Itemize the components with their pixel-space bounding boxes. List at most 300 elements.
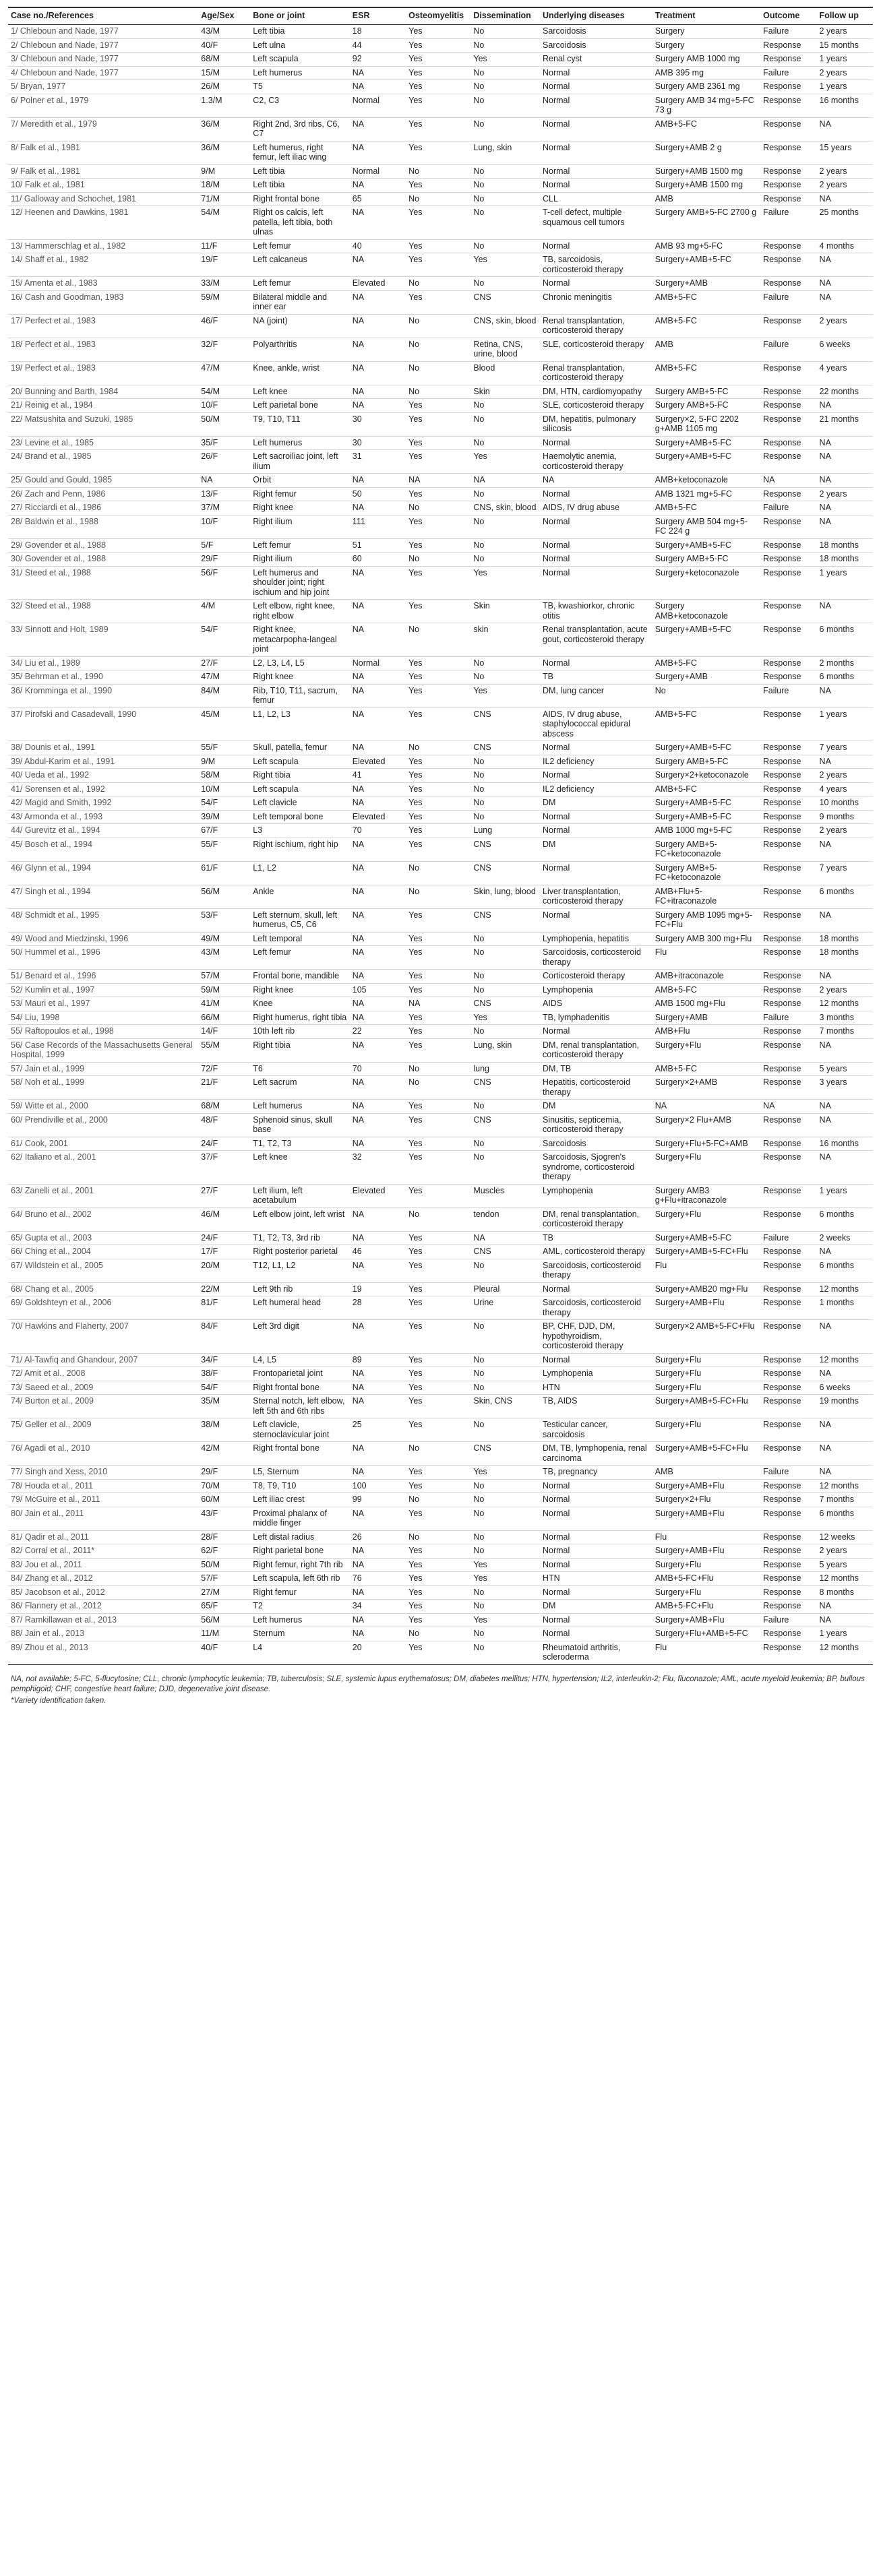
cell-treatment: Surgery+AMB+5-FC: [652, 1231, 760, 1245]
table-row: [8, 810, 873, 824]
cell-underlying-diseases: Chronic meningitis: [540, 290, 652, 314]
cell-bone-joint: Right knee: [250, 983, 350, 997]
cell-dissemination: CNS, skin, blood: [470, 314, 540, 338]
cell-esr: 30: [350, 412, 406, 436]
cell-osteomyelitis: Yes: [406, 290, 470, 314]
cell-case-ref: 73/ Saeed et al., 2009: [8, 1381, 198, 1395]
cell-case-ref: 53/ Mauri et al., 1997: [8, 997, 198, 1011]
cell-age-sex: 36/M: [198, 117, 250, 141]
cell-esr: 111: [350, 515, 406, 538]
cell-follow-up: 12 months: [817, 1641, 873, 1664]
table-row: [8, 1479, 873, 1493]
cell-age-sex: 54/M: [198, 206, 250, 240]
cell-osteomyelitis: Yes: [406, 239, 470, 253]
cell-follow-up: 7 months: [817, 1493, 873, 1507]
table-row: [8, 164, 873, 179]
cell-case-ref: 22/ Matsushita and Suzuki, 1985: [8, 412, 198, 436]
cell-case-ref: 48/ Schmidt et al., 1995: [8, 908, 198, 932]
cell-follow-up: 18 months: [817, 538, 873, 553]
cell-outcome: Failure: [760, 1011, 816, 1025]
cell-esr: NA: [350, 1076, 406, 1100]
cell-bone-joint: L5, Sternum: [250, 1466, 350, 1480]
cell-osteomyelitis: Yes: [406, 38, 470, 53]
table-row: [8, 1245, 873, 1259]
cell-outcome: Response: [760, 983, 816, 997]
cell-bone-joint: Left humerus and shoulder joint; right ischium and hip joint: [250, 566, 350, 600]
cell-dissemination: Skin: [470, 600, 540, 623]
cell-bone-joint: T2: [250, 1600, 350, 1614]
table-row: [8, 1296, 873, 1320]
cell-osteomyelitis: Yes: [406, 670, 470, 685]
cell-bone-joint: Left femur: [250, 277, 350, 291]
cell-age-sex: 48/F: [198, 1113, 250, 1137]
cell-follow-up: 4 months: [817, 239, 873, 253]
cell-outcome: Failure: [760, 66, 816, 80]
cell-dissemination: No: [470, 1151, 540, 1185]
cell-treatment: Surgery AMB+5-FC 2700 g: [652, 206, 760, 240]
cell-bone-joint: Left scapula, left 6th rib: [250, 1572, 350, 1586]
cell-esr: NA: [350, 946, 406, 970]
cell-bone-joint: Right frontal bone: [250, 1442, 350, 1466]
cell-esr: 19: [350, 1282, 406, 1296]
cell-age-sex: 5/F: [198, 538, 250, 553]
cell-esr: NA: [350, 1466, 406, 1480]
cell-dissemination: Blood: [470, 361, 540, 385]
cell-underlying-diseases: Normal: [540, 741, 652, 755]
cell-underlying-diseases: Normal: [540, 1530, 652, 1544]
header-row: [8, 7, 873, 25]
cell-age-sex: 50/M: [198, 412, 250, 436]
cell-age-sex: 47/M: [198, 361, 250, 385]
cell-dissemination: No: [470, 192, 540, 206]
cell-esr: 50: [350, 487, 406, 501]
cell-age-sex: 35/M: [198, 1395, 250, 1418]
cell-dissemination: NA: [470, 1231, 540, 1245]
cell-esr: NA: [350, 474, 406, 488]
cell-outcome: Response: [760, 538, 816, 553]
cell-outcome: Response: [760, 796, 816, 811]
cell-age-sex: 56/M: [198, 885, 250, 908]
cell-bone-joint: Left tibia: [250, 164, 350, 179]
cell-case-ref: 5/ Bryan, 1977: [8, 80, 198, 94]
cell-outcome: Response: [760, 38, 816, 53]
cell-underlying-diseases: DM, TB, lymphopenia, renal carcinoma: [540, 1442, 652, 1466]
cell-age-sex: 27/F: [198, 1184, 250, 1207]
cell-case-ref: 37/ Pirofski and Casadevall, 1990: [8, 708, 198, 741]
cell-follow-up: 6 months: [817, 1507, 873, 1530]
cell-follow-up: NA: [817, 515, 873, 538]
cell-underlying-diseases: Normal: [540, 1585, 652, 1600]
cell-osteomyelitis: Yes: [406, 1558, 470, 1572]
cell-osteomyelitis: Yes: [406, 436, 470, 450]
cell-case-ref: 41/ Sorensen et al., 1992: [8, 782, 198, 796]
cell-follow-up: 8 months: [817, 1585, 873, 1600]
cell-bone-joint: Left sacrum: [250, 1076, 350, 1100]
cell-dissemination: No: [470, 164, 540, 179]
cell-dissemination: lung: [470, 1062, 540, 1076]
cell-esr: NA: [350, 932, 406, 946]
cell-outcome: Failure: [760, 1613, 816, 1627]
cell-underlying-diseases: Normal: [540, 1558, 652, 1572]
cell-case-ref: 56/ Case Records of the Massachusetts General Hospital, 1999: [8, 1038, 198, 1062]
cell-treatment: Surgery+AMB 1500 mg: [652, 164, 760, 179]
cell-follow-up: 22 months: [817, 385, 873, 399]
cell-follow-up: 18 months: [817, 946, 873, 970]
cell-esr: 22: [350, 1025, 406, 1039]
cell-esr: NA: [350, 1395, 406, 1418]
column-header-follow-up: Follow up: [817, 7, 873, 25]
cell-underlying-diseases: DM: [540, 1100, 652, 1114]
cell-follow-up: NA: [817, 1613, 873, 1627]
cell-case-ref: 62/ Italiano et al., 2001: [8, 1151, 198, 1185]
column-header-underlying-diseases: Underlying diseases: [540, 7, 652, 25]
table-row: [8, 1558, 873, 1572]
cell-case-ref: 6/ Polner et al., 1979: [8, 94, 198, 117]
cell-osteomyelitis: No: [406, 1207, 470, 1231]
cell-follow-up: 2 years: [817, 487, 873, 501]
cell-treatment: Surgery AMB 1000 mg: [652, 53, 760, 67]
cell-dissemination: No: [470, 66, 540, 80]
cell-osteomyelitis: No: [406, 361, 470, 385]
cell-underlying-diseases: Normal: [540, 487, 652, 501]
cell-age-sex: 20/M: [198, 1259, 250, 1282]
cell-follow-up: 7 years: [817, 741, 873, 755]
cell-case-ref: 10/ Falk et al., 1981: [8, 179, 198, 193]
cell-underlying-diseases: Normal: [540, 66, 652, 80]
cell-underlying-diseases: HTN: [540, 1572, 652, 1586]
cell-underlying-diseases: AML, corticosteroid therapy: [540, 1245, 652, 1259]
cell-follow-up: 3 months: [817, 1011, 873, 1025]
cell-osteomyelitis: Yes: [406, 782, 470, 796]
cell-bone-joint: Left knee: [250, 1151, 350, 1185]
cell-treatment: AMB+5-FC: [652, 501, 760, 515]
cell-esr: 92: [350, 53, 406, 67]
cell-treatment: Surgery AMB+5-FC: [652, 385, 760, 399]
cell-case-ref: 21/ Reinig et al., 1984: [8, 399, 198, 413]
cell-esr: Normal: [350, 94, 406, 117]
cell-dissemination: Urine: [470, 1296, 540, 1320]
cell-esr: NA: [350, 997, 406, 1011]
table-row: [8, 538, 873, 553]
cell-osteomyelitis: Yes: [406, 1320, 470, 1354]
cell-case-ref: 23/ Levine et al., 1985: [8, 436, 198, 450]
table-row: [8, 741, 873, 755]
cell-bone-joint: Polyarthritis: [250, 338, 350, 361]
cell-case-ref: 50/ Hummel et al., 1996: [8, 946, 198, 970]
cell-osteomyelitis: No: [406, 1627, 470, 1641]
cell-treatment: Surgery AMB+5-FC: [652, 553, 760, 567]
table-row: [8, 314, 873, 338]
cell-follow-up: 12 months: [817, 997, 873, 1011]
cell-osteomyelitis: Yes: [406, 1418, 470, 1442]
cell-case-ref: 58/ Noh et al., 1999: [8, 1076, 198, 1100]
cell-bone-joint: Right posterior parietal: [250, 1245, 350, 1259]
cell-follow-up: 2 years: [817, 66, 873, 80]
cell-osteomyelitis: No: [406, 861, 470, 885]
cell-esr: NA: [350, 179, 406, 193]
column-header-age-sex: Age/Sex: [198, 7, 250, 25]
cell-follow-up: 15 years: [817, 141, 873, 164]
cell-age-sex: 43/M: [198, 946, 250, 970]
cell-bone-joint: Frontal bone, mandible: [250, 970, 350, 984]
cell-age-sex: 84/M: [198, 684, 250, 708]
cell-treatment: AMB+5-FC: [652, 983, 760, 997]
cell-osteomyelitis: Yes: [406, 1479, 470, 1493]
cell-outcome: Response: [760, 1530, 816, 1544]
cell-dissemination: No: [470, 1418, 540, 1442]
cell-age-sex: 35/F: [198, 436, 250, 450]
cell-treatment: Surgery×2 Flu+AMB: [652, 1113, 760, 1137]
cell-bone-joint: L3: [250, 824, 350, 838]
table-row: [8, 1600, 873, 1614]
table-row: [8, 1259, 873, 1282]
cell-case-ref: 38/ Dounis et al., 1991: [8, 741, 198, 755]
cell-esr: NA: [350, 1038, 406, 1062]
cell-dissemination: No: [470, 769, 540, 783]
cell-age-sex: 17/F: [198, 1245, 250, 1259]
cell-esr: NA: [350, 1320, 406, 1354]
cell-osteomyelitis: Yes: [406, 796, 470, 811]
cell-dissemination: Skin, lung, blood: [470, 885, 540, 908]
cell-bone-joint: T8, T9, T10: [250, 1479, 350, 1493]
cell-follow-up: 2 years: [817, 769, 873, 783]
cell-esr: NA: [350, 80, 406, 94]
cell-outcome: Response: [760, 1076, 816, 1100]
cell-bone-joint: Right knee: [250, 501, 350, 515]
cell-treatment: Surgery+ketoconazole: [652, 566, 760, 600]
cell-esr: NA: [350, 908, 406, 932]
cell-age-sex: 61/F: [198, 861, 250, 885]
cell-underlying-diseases: Normal: [540, 436, 652, 450]
cell-treatment: Surgery AMB+5-FC: [652, 399, 760, 413]
cell-bone-joint: Left ulna: [250, 38, 350, 53]
cell-case-ref: 4/ Chleboun and Nade, 1977: [8, 66, 198, 80]
cell-bone-joint: T12, L1, L2: [250, 1259, 350, 1282]
cell-treatment: Surgery+AMB+Flu: [652, 1479, 760, 1493]
table-row: [8, 684, 873, 708]
cell-age-sex: 10/F: [198, 515, 250, 538]
cell-dissemination: Yes: [470, 566, 540, 600]
cell-bone-joint: Left humeral head: [250, 1296, 350, 1320]
cell-case-ref: 84/ Zhang et al., 2012: [8, 1572, 198, 1586]
cell-treatment: Surgery+Flu: [652, 1353, 760, 1367]
cell-treatment: Surgery+AMB 2 g: [652, 141, 760, 164]
cell-underlying-diseases: IL2 deficiency: [540, 755, 652, 769]
cell-bone-joint: T5: [250, 80, 350, 94]
cell-age-sex: 36/M: [198, 141, 250, 164]
cell-underlying-diseases: T-cell defect, multiple squamous cell tumors: [540, 206, 652, 240]
cell-dissemination: Yes: [470, 1613, 540, 1627]
cell-bone-joint: Right ilium: [250, 553, 350, 567]
cell-dissemination: No: [470, 553, 540, 567]
cell-dissemination: No: [470, 796, 540, 811]
cell-dissemination: No: [470, 1381, 540, 1395]
table-row: [8, 1493, 873, 1507]
cell-treatment: AMB+itraconazole: [652, 970, 760, 984]
cell-underlying-diseases: IL2 deficiency: [540, 782, 652, 796]
cell-age-sex: 49/M: [198, 932, 250, 946]
cell-bone-joint: Sphenoid sinus, skull base: [250, 1113, 350, 1137]
cell-follow-up: 21 months: [817, 412, 873, 436]
cell-treatment: AMB+5-FC: [652, 1062, 760, 1076]
cell-bone-joint: Right tibia: [250, 769, 350, 783]
cell-treatment: AMB: [652, 338, 760, 361]
cell-outcome: Response: [760, 623, 816, 657]
cell-esr: NA: [350, 253, 406, 277]
table-row: [8, 80, 873, 94]
cell-case-ref: 35/ Behrman et al., 1990: [8, 670, 198, 685]
cell-treatment: AMB+5-FC: [652, 314, 760, 338]
cell-esr: NA: [350, 385, 406, 399]
cell-osteomyelitis: Yes: [406, 946, 470, 970]
cell-esr: Elevated: [350, 277, 406, 291]
cell-treatment: AMB+5-FC+Flu: [652, 1572, 760, 1586]
cell-osteomyelitis: Yes: [406, 708, 470, 741]
table-row: [8, 1418, 873, 1442]
cell-follow-up: 25 months: [817, 206, 873, 240]
cell-treatment: Surgery×2 AMB+5-FC+Flu: [652, 1320, 760, 1354]
table-row: [8, 1062, 873, 1076]
cell-esr: NA: [350, 600, 406, 623]
cell-age-sex: 15/M: [198, 66, 250, 80]
case-table: [8, 7, 873, 1665]
cell-underlying-diseases: Testicular cancer, sarcoidosis: [540, 1418, 652, 1442]
cell-esr: NA: [350, 141, 406, 164]
table-row: [8, 656, 873, 670]
table-row: [8, 515, 873, 538]
cell-outcome: Response: [760, 970, 816, 984]
cell-underlying-diseases: Normal: [540, 810, 652, 824]
cell-age-sex: 28/F: [198, 1530, 250, 1544]
cell-osteomyelitis: Yes: [406, 399, 470, 413]
cell-dissemination: No: [470, 1367, 540, 1381]
table-row: [8, 1207, 873, 1231]
table-row: [8, 53, 873, 67]
cell-case-ref: 15/ Amenta et al., 1983: [8, 277, 198, 291]
cell-case-ref: 82/ Corral et al., 2011*: [8, 1544, 198, 1559]
cell-age-sex: 43/M: [198, 25, 250, 39]
cell-esr: 65: [350, 192, 406, 206]
cell-dissemination: No: [470, 277, 540, 291]
cell-age-sex: 59/M: [198, 290, 250, 314]
cell-underlying-diseases: Normal: [540, 1493, 652, 1507]
cell-treatment: Surgery+Flu: [652, 1585, 760, 1600]
cell-underlying-diseases: Sarcoidosis, corticosteroid therapy: [540, 1296, 652, 1320]
cell-dissemination: No: [470, 239, 540, 253]
cell-underlying-diseases: Renal transplantation, corticosteroid therapy: [540, 361, 652, 385]
cell-esr: 28: [350, 1296, 406, 1320]
cell-treatment: Surgery+AMB+5-FC: [652, 623, 760, 657]
cell-outcome: Failure: [760, 501, 816, 515]
cell-dissemination: Skin, CNS: [470, 1395, 540, 1418]
table-row: [8, 117, 873, 141]
cell-dissemination: No: [470, 782, 540, 796]
cell-outcome: Response: [760, 487, 816, 501]
table-row: [8, 1466, 873, 1480]
cell-outcome: Response: [760, 1282, 816, 1296]
cell-outcome: Failure: [760, 338, 816, 361]
cell-outcome: Response: [760, 179, 816, 193]
cell-osteomyelitis: Yes: [406, 810, 470, 824]
cell-osteomyelitis: No: [406, 192, 470, 206]
cell-treatment: AMB 93 mg+5-FC: [652, 239, 760, 253]
cell-follow-up: NA: [817, 399, 873, 413]
cell-underlying-diseases: Normal: [540, 117, 652, 141]
cell-case-ref: 7/ Meredith et al., 1979: [8, 117, 198, 141]
cell-underlying-diseases: NA: [540, 474, 652, 488]
cell-outcome: Response: [760, 1493, 816, 1507]
cell-treatment: Surgery+AMB+5-FC: [652, 253, 760, 277]
cell-esr: 99: [350, 1493, 406, 1507]
cell-esr: 31: [350, 450, 406, 474]
cell-bone-joint: L4: [250, 1641, 350, 1664]
cell-case-ref: 20/ Bunning and Barth, 1984: [8, 385, 198, 399]
cell-dissemination: Retina, CNS, urine, blood: [470, 338, 540, 361]
table-row: [8, 399, 873, 413]
cell-age-sex: 68/M: [198, 53, 250, 67]
cell-osteomyelitis: No: [406, 1442, 470, 1466]
cell-esr: NA: [350, 399, 406, 413]
cell-underlying-diseases: DM: [540, 796, 652, 811]
cell-esr: NA: [350, 1207, 406, 1231]
table-row: [8, 1011, 873, 1025]
cell-esr: NA: [350, 1231, 406, 1245]
table-row: [8, 1025, 873, 1039]
cell-follow-up: 5 years: [817, 1558, 873, 1572]
cell-outcome: Response: [760, 436, 816, 450]
cell-bone-joint: Left scapula: [250, 755, 350, 769]
cell-follow-up: 1 years: [817, 1184, 873, 1207]
cell-age-sex: 55/F: [198, 741, 250, 755]
cell-bone-joint: Right ilium: [250, 515, 350, 538]
cell-bone-joint: Skull, patella, femur: [250, 741, 350, 755]
table-row: [8, 1113, 873, 1137]
cell-esr: 34: [350, 1600, 406, 1614]
cell-underlying-diseases: SLE, corticosteroid therapy: [540, 338, 652, 361]
cell-dissemination: No: [470, 1137, 540, 1151]
cell-case-ref: 59/ Witte et al., 2000: [8, 1100, 198, 1114]
cell-osteomyelitis: Yes: [406, 412, 470, 436]
cell-dissemination: CNS: [470, 908, 540, 932]
cell-treatment: Surgery+AMB: [652, 670, 760, 685]
cell-osteomyelitis: Yes: [406, 566, 470, 600]
cell-esr: NA: [350, 314, 406, 338]
cell-follow-up: 6 months: [817, 885, 873, 908]
cell-underlying-diseases: Lymphopenia: [540, 1184, 652, 1207]
cell-treatment: No: [652, 684, 760, 708]
cell-underlying-diseases: Lymphopenia: [540, 983, 652, 997]
cell-outcome: Failure: [760, 206, 816, 240]
cell-outcome: Response: [760, 1113, 816, 1137]
cell-age-sex: 37/F: [198, 1151, 250, 1185]
cell-follow-up: NA: [817, 277, 873, 291]
cell-outcome: Response: [760, 361, 816, 385]
cell-treatment: AMB+5-FC: [652, 782, 760, 796]
table-row: [8, 997, 873, 1011]
cell-dissemination: No: [470, 1320, 540, 1354]
table-row: [8, 1641, 873, 1664]
cell-underlying-diseases: BP, CHF, DJD, DM, hypothyroidism, corticosteroid therapy: [540, 1320, 652, 1354]
cell-osteomyelitis: Yes: [406, 1613, 470, 1627]
cell-underlying-diseases: Normal: [540, 80, 652, 94]
cell-treatment: Surgery AMB 300 mg+Flu: [652, 932, 760, 946]
cell-age-sex: 18/M: [198, 179, 250, 193]
cell-bone-joint: Left scapula: [250, 53, 350, 67]
cell-bone-joint: Left temporal bone: [250, 810, 350, 824]
cell-underlying-diseases: Haemolytic anemia, corticosteroid therapy: [540, 450, 652, 474]
cell-osteomyelitis: Yes: [406, 600, 470, 623]
table-row: [8, 277, 873, 291]
